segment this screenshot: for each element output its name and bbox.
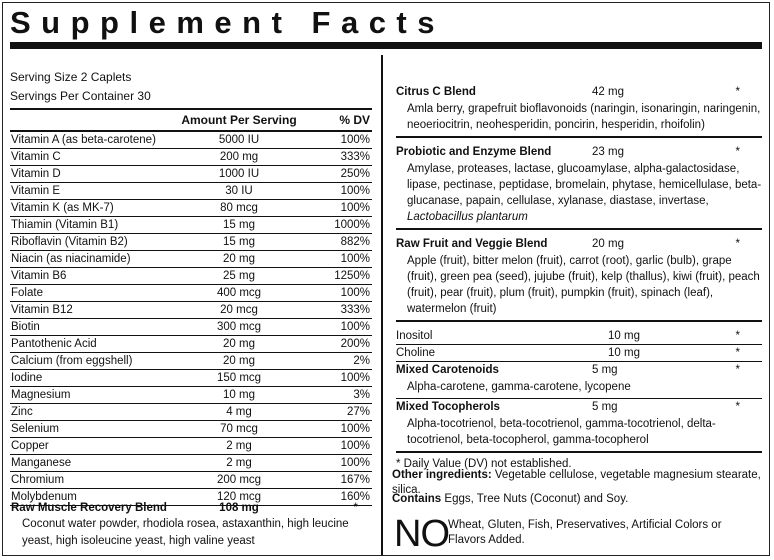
blend-name: Mixed Carotenoids [396,364,499,376]
title-divider [10,42,762,49]
no-text: Wheat, Gluten, Fish, Preservatives, Artificial Colors or Flavors Added. [448,519,722,546]
nutrient-name: Chromium [11,474,65,486]
nutrient-dv: 100% [340,202,370,214]
table-row [10,421,372,438]
blend-description-italic: Lactobacillus plantarum [407,211,528,223]
nutrient-dv: 200% [340,338,370,350]
dv-header: % DV [339,113,370,127]
nutrient-dv: 100% [340,185,370,197]
table-row [10,217,372,234]
other-text: Vegetable cellulose, vegetable magnesium stearate, silica. [392,469,761,496]
nutrient-name: Calcium (from eggshell) [11,355,133,367]
allergen-statement [392,493,766,505]
nutrient-name: Vitamin B6 [11,270,67,282]
table-row [10,353,372,370]
nutrient-amount: 15 mg [223,219,255,231]
carotenoids-blend [396,362,762,399]
blend-dv: * [735,401,740,413]
no-label: NO [394,513,449,555]
nutrient-dv: 100% [340,457,370,469]
nutrient-amount: 400 mcg [216,287,262,299]
blend-description: Coconut water powder, rhodiola rosea, astaxanthin, high leucine yeast, high isoleucine yeast, high valine yeast [22,518,349,547]
nutrient-amount: 15 mg [223,236,255,248]
blend-amount: 108 mg [219,502,259,514]
table-row [10,302,372,319]
nutrient-name: Thiamin (Vitamin B1) [11,219,119,231]
nutrient-name: Vitamin B12 [11,304,73,316]
nutrient-amount: 30 IU [225,185,253,197]
nutrient-rows [10,132,372,506]
raw-muscle-blend [10,500,372,550]
nutrient-amount: 150 mcg [216,372,262,384]
blend-section [396,144,762,230]
column-divider [381,55,383,555]
blend-description [396,101,762,133]
list-item [396,328,762,345]
table-row [10,404,372,421]
table-row [10,132,372,149]
blend-dv: * [735,364,740,376]
nutrient-name: Magnesium [11,389,71,401]
nutrient-dv: 100% [340,134,370,146]
nutrient-amount: 80 mcg [220,202,258,214]
blend-amount: 20 mg [592,238,624,250]
item-dv: * [735,347,740,359]
serving-size: Serving Size 2 Caplets [10,70,132,84]
table-row [10,319,372,336]
blend-description-text: Amla berry, grapefruit bioflavonoids (naringin, isonaringin, naringenin, neoeriocitrin, neohesperidin, poncirin, hesperidin, rhoifolin) [407,103,761,131]
nutrient-name: Niacin (as niacinamide) [11,253,131,265]
nutrient-dv: 100% [340,287,370,299]
blend-amount: 42 mg [592,86,624,98]
blend-description [396,161,762,225]
blend-description-text: Apple (fruit), bitter melon (fruit), carrot (root), garlic (bulb), grape (fruit), green pea (seed), jujube (fruit), kelp (thallus), kiwi (fruit), peach (fruit), pear (fruit), plum (fruit), pumpkin (fruit), spinach (leaf), watermelon (fruit) [407,255,760,315]
item-amount: 10 mg [608,330,640,342]
page-title: Supplement Facts [10,5,445,40]
nutrient-dv: 100% [340,440,370,452]
table-row [10,268,372,285]
nutrient-amount: 300 mcg [216,321,262,333]
nutrient-name: Iodine [11,372,43,384]
blend-amount: 5 mg [592,364,618,376]
nutrient-name: Pantothenic Acid [11,338,97,350]
blend-name: Probiotic and Enzyme Blend [396,146,552,158]
blend-name: Raw Fruit and Veggie Blend [396,238,548,250]
nutrient-name: Selenium [11,423,59,435]
nutrient-dv: 2% [353,355,370,367]
nutrient-name: Manganese [11,457,72,469]
nutrient-dv: 882% [340,236,370,248]
nutrient-dv: 250% [340,168,370,180]
table-row [10,183,372,200]
contains-text: Eggs, Tree Nuts (Coconut) and Soy. [444,493,629,505]
blend-dv: * [735,146,740,158]
table-row [10,472,372,489]
blend-description-text: Amylase, proteases, lactase, glucoamylase, alpha-galactosidase, lipase, pectinase, peptidase, bromelain, phytase, hemicellulase, beta-glucanase, papain, cellulase, xylanase, diastase, invertase, [407,163,762,207]
table-row [10,149,372,166]
table-row [10,234,372,251]
nutrient-name: Vitamin C [11,151,61,163]
dv-note: * Daily Value (DV) not established. [396,458,572,470]
blend-name: Citrus C Blend [396,86,476,98]
contains-label: Contains [392,493,442,505]
nutrient-amount: 10 mg [223,389,255,401]
nutrient-dv: 1000% [334,219,370,231]
simple-items [396,328,762,362]
nutrient-name: Folate [11,287,43,299]
nutrient-name: Riboflavin (Vitamin B2) [11,236,128,248]
nutrient-dv: 100% [340,372,370,384]
nutrient-dv: 333% [340,304,370,316]
amount-header: Amount Per Serving [181,113,297,127]
nutrient-amount: 1000 IU [218,168,260,180]
nutrient-dv: 100% [340,321,370,333]
blend-section [396,236,762,322]
nutrient-dv: 333% [340,151,370,163]
nutrient-amount: 4 mg [226,406,252,418]
table-row [10,370,372,387]
item-dv: * [735,330,740,342]
servings-per-container: Servings Per Container 30 [10,89,151,103]
nutrient-dv: 3% [353,389,370,401]
blend-description [396,253,762,317]
nutrient-amount: 25 mg [223,270,255,282]
table-row [10,251,372,268]
blend-description: Alpha-tocotrienol, beta-tocotrienol, gamma-tocotrienol, delta-tocotrienol, beta-tocopherol, gamma-tocopherol [407,418,716,446]
nutrient-table [10,108,372,506]
blend-list [396,84,762,322]
item-amount: 10 mg [608,347,640,359]
nutrient-amount: 5000 IU [218,134,260,146]
table-row [10,387,372,404]
nutrient-amount: 20 mg [223,253,255,265]
table-row [10,438,372,455]
nutrient-amount: 200 mcg [216,474,262,486]
blend-description: Alpha-carotene, gamma-carotene, lycopene [407,381,631,393]
blend-name: Raw Muscle Recovery Blend [11,502,167,514]
nutrient-amount: 70 mcg [220,423,258,435]
nutrient-dv: 1250% [334,270,370,282]
table-row [10,336,372,353]
other-label: Other ingredients: [392,469,492,481]
nutrient-name: Vitamin E [11,185,61,197]
nutrient-name: Vitamin D [11,168,61,180]
table-row [10,200,372,217]
nutrient-dv: 27% [346,406,370,418]
nutrient-name: Vitamin K (as MK-7) [11,202,114,214]
table-row [10,455,372,472]
blend-dv: * [735,238,740,250]
blend-amount: 23 mg [592,146,624,158]
blends-column [396,84,762,472]
nutrient-dv: 160% [340,491,370,503]
nutrient-name: Copper [11,440,49,452]
nutrient-amount: 20 mg [223,355,255,367]
nutrient-amount: 120 mcg [216,491,262,503]
blend-amount: 5 mg [592,401,618,413]
nutrient-dv: 100% [340,253,370,265]
nutrient-amount: 2 mg [226,457,252,469]
nutrient-dv: 100% [340,423,370,435]
tocopherols-blend [396,399,762,453]
nutrient-name: Vitamin A (as beta-carotene) [11,134,156,146]
list-item [396,345,762,362]
table-header [10,108,372,132]
nutrient-amount: 2 mg [226,440,252,452]
nutrient-amount: 20 mg [223,338,255,350]
blend-name: Mixed Tocopherols [396,401,500,413]
nutrient-amount: 20 mcg [220,304,258,316]
nutrient-name: Biotin [11,321,40,333]
table-row [10,285,372,302]
table-row [10,166,372,183]
nutrient-name: Zinc [11,406,33,418]
nutrient-name: Molybdenum [11,491,77,503]
blend-dv: * [735,86,740,98]
item-name: Choline [396,347,435,359]
blend-dv: * [353,502,358,514]
nutrient-dv: 167% [340,474,370,486]
blend-section [396,84,762,138]
item-name: Inositol [396,330,433,342]
nutrient-amount: 200 mg [219,151,259,163]
